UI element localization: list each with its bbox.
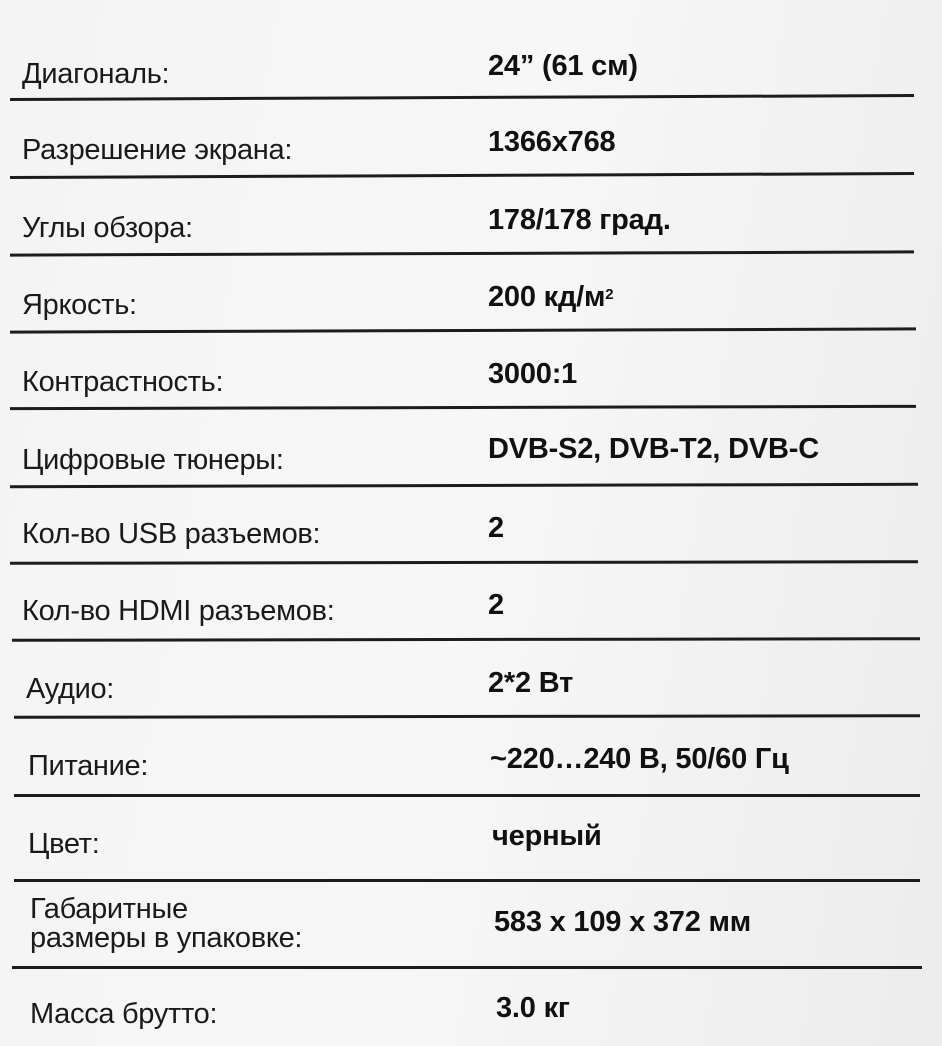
spec-label: Аудио: (26, 673, 115, 705)
spec-label: Разрешение экрана: (22, 134, 293, 166)
row-divider (14, 879, 920, 882)
row-divider (12, 966, 922, 969)
spec-value: черный (492, 820, 602, 852)
row-divider (14, 794, 920, 797)
spec-value: 3000:1 (488, 358, 578, 390)
spec-label: Цвет: (28, 828, 100, 860)
spec-label: Цифровые тюнеры: (22, 444, 284, 476)
row-divider (10, 405, 916, 410)
spec-value (488, 281, 613, 314)
spec-value: 24” (61 см) (488, 50, 638, 82)
spec-label: Кол-во HDMI разъемов: (22, 595, 335, 627)
spec-label: Углы обзора: (22, 212, 193, 244)
row-divider (10, 483, 918, 488)
spec-label-line2: размеры в упаковке: (30, 922, 303, 954)
spec-value: 1366x768 (488, 126, 616, 158)
spec-label (30, 895, 302, 953)
spec-label: Питание: (28, 750, 149, 782)
row-divider (14, 714, 920, 719)
row-divider (10, 327, 916, 333)
spec-value: ~220…240 В, 50/60 Гц (490, 743, 789, 775)
spec-value: 2 (488, 512, 504, 544)
spec-label-line1: Габаритные (30, 893, 188, 925)
spec-value: DVB-S2, DVB-T2, DVB-C (488, 433, 819, 465)
row-divider (10, 172, 914, 179)
row-divider (10, 250, 914, 256)
spec-label: Масса брутто: (30, 998, 218, 1030)
spec-value: 583 x 109 x 372 мм (494, 906, 752, 938)
spec-label: Яркость: (22, 289, 137, 321)
spec-label: Диагональ: (22, 58, 170, 90)
superscript: 2 (605, 286, 614, 303)
spec-value: 178/178 град. (488, 204, 671, 236)
spec-value: 2*2 Вт (488, 667, 574, 699)
spec-label: Кол-во USB разъемов: (22, 518, 321, 550)
spec-value: 2 (488, 589, 504, 621)
row-divider (10, 560, 918, 565)
spec-label: Контрастность: (22, 366, 224, 398)
spec-value: 3.0 кг (496, 992, 570, 1024)
spec-value-text: 200 кд/м (488, 281, 606, 313)
row-divider (12, 637, 920, 642)
row-divider (10, 94, 914, 101)
